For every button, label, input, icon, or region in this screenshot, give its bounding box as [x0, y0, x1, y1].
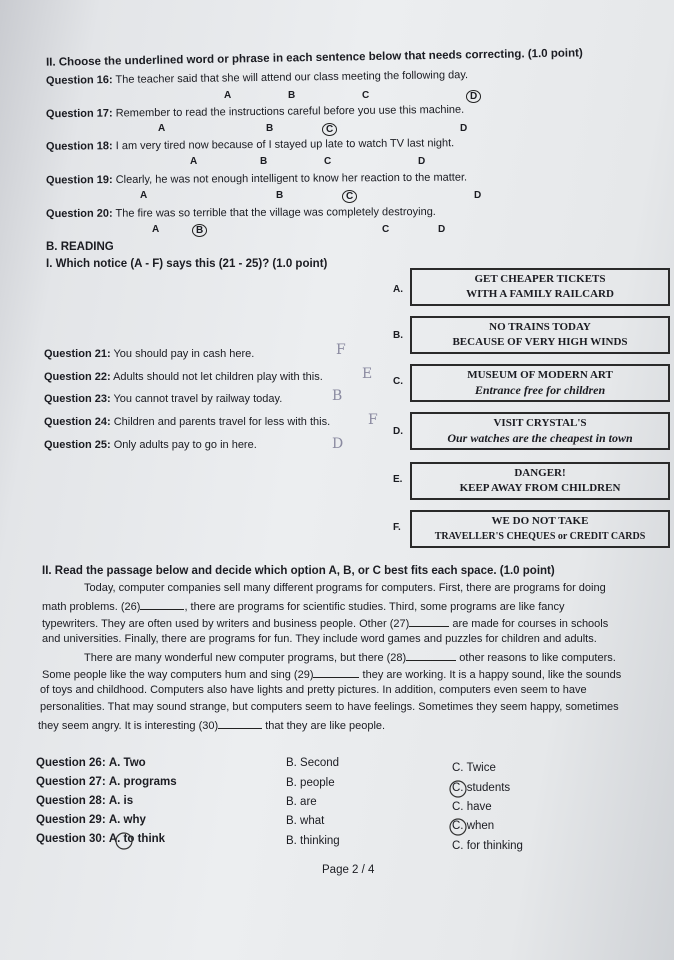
blank-29	[313, 667, 359, 678]
letter-d: D	[418, 156, 426, 167]
passage-line	[42, 616, 608, 630]
question-22	[44, 371, 323, 383]
notice-line-1: WE DO NOT TAKE	[491, 515, 589, 527]
reading-heading: B. READING	[46, 241, 114, 253]
option-row-27	[36, 776, 177, 788]
option-b: B. people	[286, 777, 335, 789]
option-a: A. Two	[108, 757, 146, 769]
letter-d-circled: D	[466, 90, 481, 103]
passage-text: that they are like people.	[265, 720, 386, 732]
passage-line	[42, 599, 565, 613]
option-c: C. Twice	[452, 762, 496, 774]
answer-letters	[0, 123, 674, 137]
letter-c-circled: C	[342, 190, 357, 203]
letter-b-circled: B	[192, 224, 207, 237]
option-a: A. is	[108, 795, 134, 807]
passage-text: other reasons to like computers.	[459, 652, 616, 664]
question-17	[46, 104, 464, 120]
notice-f	[410, 510, 670, 548]
option-question-label: Question 29:	[36, 814, 106, 826]
letter-d: D	[438, 224, 446, 235]
option-question-label: Question 27:	[36, 776, 106, 788]
blank-28	[406, 650, 456, 661]
letter-d: D	[460, 123, 468, 134]
letter-d: D	[474, 190, 482, 201]
notice-line-1: GET CHEAPER TICKETS	[474, 273, 606, 285]
notice-letter-c: C.	[393, 376, 403, 387]
passage-line	[38, 718, 385, 732]
passage-line: of toys and childhood. Computers also have lights and pretty pictures. In addition, computers even seem to have	[40, 684, 587, 696]
handwritten-answer-21: F	[336, 342, 346, 358]
notice-b	[410, 316, 670, 354]
notice-letter-b: B.	[393, 330, 403, 341]
notice-line-1: DANGER!	[514, 467, 566, 479]
passage-text: math problems. (26)	[42, 601, 141, 613]
option-a: A. programs	[108, 776, 177, 788]
letter-a: A	[190, 156, 198, 167]
question-text: Only adults pay to go in here.	[113, 439, 257, 451]
notice-line-2: BECAUSE OF VERY HIGH WINDS	[452, 336, 628, 348]
letter-b: B	[276, 190, 284, 201]
answer-letters	[0, 190, 674, 204]
option-c-circled: C. when	[452, 820, 495, 832]
blank-26	[140, 599, 184, 610]
page-number: Page 2 / 4	[322, 864, 375, 876]
letter-b: B	[260, 156, 268, 167]
passage-text: There are many wonderful new computer programs, but there (28)	[84, 652, 407, 664]
reading-subheading: I. Which notice (A - F) says this (21 - 25)? (1.0 point)	[46, 258, 328, 270]
option-row-26	[36, 757, 146, 769]
question-label: Question 22:	[44, 371, 111, 383]
notice-letter-e: E.	[393, 474, 403, 485]
passage-text: typewriters. They are often used by writers and business people. Other (27)	[42, 618, 410, 630]
letter-a: A	[158, 123, 166, 134]
notice-a	[410, 268, 670, 306]
option-a-circled: A. to think	[108, 833, 166, 845]
handwritten-answer-24: F	[368, 412, 378, 428]
letter-a: A	[224, 90, 232, 101]
question-label: Question 18:	[45, 140, 113, 153]
passage-line: personalities. That may sound strange, but computers seem to have feelings. Sometimes they seem happy, sometimes	[40, 701, 619, 713]
section-heading-error: II. Choose the underlined word or phrase in each sentence below that needs correcting. (1.0 point)	[45, 47, 583, 69]
letter-a: A	[140, 190, 148, 201]
option-c: C. for thinking	[452, 840, 523, 852]
answer-letters	[0, 224, 674, 238]
notice-line-1: NO TRAINS TODAY	[489, 321, 591, 333]
question-text: Adults should not let children play with this.	[113, 371, 323, 383]
question-label: Question 23:	[44, 393, 111, 405]
question-label: Question 17:	[45, 107, 113, 121]
question-text: I am very tired now because of I stayed up late to watch TV last night.	[115, 137, 455, 153]
question-text: The fire was so terrible that the village was completely destroying.	[115, 205, 436, 220]
question-text: The teacher said that she will attend our class meeting the following day.	[115, 69, 469, 86]
notice-line-2: KEEP AWAY FROM CHILDREN	[459, 482, 621, 494]
notice-line-1: VISIT CRYSTAL'S	[493, 417, 587, 429]
option-row-28	[36, 795, 133, 807]
letter-b: B	[288, 90, 296, 101]
notice-c	[410, 364, 670, 402]
question-text: Clearly, he was not enough intelligent to know her reaction to the matter.	[115, 171, 468, 186]
question-label: Question 16:	[45, 74, 113, 87]
option-c-circled: C. students	[452, 782, 511, 794]
notice-line-2: TRAVELLER'S CHEQUES or CREDIT CARDS	[434, 531, 646, 542]
question-text: You should pay in cash here.	[113, 348, 255, 360]
question-label: Question 21:	[44, 348, 111, 360]
passage-line	[84, 650, 616, 664]
passage-text: , there are programs for scientific studies. Third, some programs are like fancy	[184, 601, 565, 613]
blank-27	[409, 616, 449, 627]
passage-text: they seem angry. It is interesting (30)	[38, 720, 219, 732]
option-question-label: Question 28:	[36, 795, 106, 807]
option-row-29	[36, 814, 146, 826]
letter-c: C	[324, 156, 332, 167]
question-label: Question 20:	[45, 207, 113, 221]
option-question-label: Question 30:	[36, 833, 106, 845]
notice-letter-f: F.	[393, 522, 401, 533]
question-25	[44, 439, 257, 451]
question-21	[44, 348, 254, 360]
handwritten-answer-22: E	[362, 366, 373, 382]
option-c: C. have	[452, 801, 492, 813]
letter-c: C	[362, 90, 370, 101]
letter-a: A	[152, 224, 160, 235]
notice-line-2: Entrance free for children	[474, 383, 606, 397]
question-18	[46, 137, 454, 153]
passage-text: they are working. It is a happy sound, like the sounds	[362, 669, 622, 681]
notice-letter-d: D.	[393, 426, 403, 437]
passage-line: and universities. Finally, there are programs for fun. They include word games and puzzles for children and adults.	[42, 633, 597, 645]
question-label: Question 24:	[44, 416, 111, 428]
option-a: A. why	[108, 814, 146, 826]
letter-c-circled: C	[322, 123, 337, 136]
question-23	[44, 393, 282, 405]
answer-letters	[0, 156, 674, 170]
option-b: B. what	[286, 815, 325, 827]
question-24	[44, 416, 330, 428]
option-b: B. are	[286, 796, 317, 808]
notice-line-2: WITH A FAMILY RAILCARD	[466, 288, 614, 300]
question-label: Question 19:	[45, 174, 113, 187]
question-16	[46, 69, 468, 87]
blank-30	[218, 718, 262, 729]
notice-e	[410, 462, 670, 500]
handwritten-answer-25: D	[332, 436, 344, 452]
letter-b: B	[266, 123, 274, 134]
passage-line: Today, computer companies sell many different programs for computers. First, there are programs for doing	[84, 582, 606, 594]
letter-c: C	[382, 224, 390, 235]
question-19	[46, 172, 467, 187]
handwritten-answer-23: B	[332, 388, 343, 404]
option-b: B. Second	[286, 757, 340, 769]
question-text: Remember to read the instructions careful before you use this machine.	[115, 103, 465, 120]
question-text: Children and parents travel for less with this.	[113, 416, 331, 428]
option-question-label: Question 26:	[36, 757, 106, 769]
notice-d	[410, 412, 670, 450]
notice-line-2: Our watches are the cheapest in town	[447, 431, 633, 445]
notice-letter-a: A.	[393, 284, 403, 295]
option-row-30	[36, 833, 165, 845]
option-b: B. thinking	[286, 835, 340, 847]
passage-text: are made for courses in schools	[452, 618, 609, 630]
question-text: You cannot travel by railway today.	[113, 393, 283, 405]
passage-text: Some people like the way computers hum and sing (29)	[42, 669, 314, 681]
question-label: Question 25:	[44, 439, 111, 451]
passage-line	[42, 667, 621, 681]
question-20	[46, 206, 436, 220]
passage-heading: II. Read the passage below and decide which option A, B, or C best fits each space. (1.0 point)	[42, 565, 555, 577]
notice-line-1: MUSEUM OF MODERN ART	[467, 369, 613, 381]
answer-letters	[0, 90, 674, 104]
